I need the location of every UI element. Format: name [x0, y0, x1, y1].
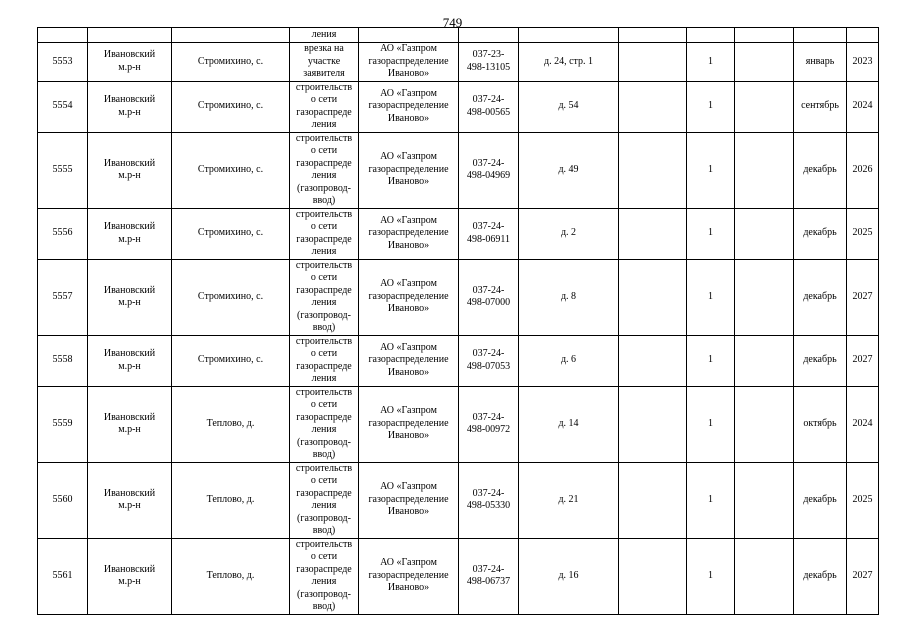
application-code-cell: 037-24- 498-05330: [459, 462, 519, 538]
address-cell: д. 49: [519, 132, 619, 208]
cell: [687, 28, 735, 43]
empty-cell: [619, 259, 687, 335]
table-row: [38, 538, 879, 614]
address-cell: д. 24, стр. 1: [519, 43, 619, 82]
application-code-cell: 037-24- 498-00565: [459, 81, 519, 132]
locality-cell: Стромихино, с.: [172, 208, 290, 259]
address-cell: д. 14: [519, 386, 619, 462]
empty-cell: [735, 538, 794, 614]
page-number: 749: [442, 15, 463, 30]
work-type-cell: строительств о сети газораспреде ления: [290, 335, 359, 386]
month-cell: декабрь: [794, 462, 847, 538]
empty-cell: [619, 538, 687, 614]
address-cell: д. 54: [519, 81, 619, 132]
organization-cell: АО «Газпром газораспределение Иваново»: [359, 81, 459, 132]
work-type-cell: строительств о сети газораспреде ления: [290, 208, 359, 259]
empty-cell: [735, 208, 794, 259]
empty-cell: [619, 208, 687, 259]
cell: [359, 28, 459, 43]
cell: [794, 28, 847, 43]
quantity-cell: 1: [687, 208, 735, 259]
row-number-cell: 5555: [38, 132, 88, 208]
work-type-cell: строительств о сети газораспреде ления: [290, 81, 359, 132]
organization-cell: АО «Газпром газораспределение Иваново»: [359, 259, 459, 335]
table-row: [38, 386, 879, 462]
locality-cell: Стромихино, с.: [172, 43, 290, 82]
empty-cell: [735, 335, 794, 386]
empty-cell: [735, 132, 794, 208]
application-code-cell: 037-24- 498-06911: [459, 208, 519, 259]
organization-cell: АО «Газпром газораспределение Иваново»: [359, 538, 459, 614]
row-number-cell: 5559: [38, 386, 88, 462]
district-cell: Ивановский м.р-н: [88, 132, 172, 208]
cell: [38, 28, 88, 43]
organization-cell: АО «Газпром газораспределение Иваново»: [359, 462, 459, 538]
locality-cell: Теплово, д.: [172, 462, 290, 538]
locality-cell: Стромихино, с.: [172, 259, 290, 335]
district-cell: Ивановский м.р-н: [88, 538, 172, 614]
organization-cell: АО «Газпром газораспределение Иваново»: [359, 132, 459, 208]
application-code-cell: 037-23- 498-13105: [459, 43, 519, 82]
table-row: [38, 81, 879, 132]
quantity-cell: 1: [687, 43, 735, 82]
month-cell: декабрь: [794, 132, 847, 208]
month-cell: декабрь: [794, 538, 847, 614]
work-type-cell: строительств о сети газораспреде ления (газопровод- ввод): [290, 462, 359, 538]
empty-cell: [735, 81, 794, 132]
district-cell: Ивановский м.р-н: [88, 335, 172, 386]
cell: [459, 28, 519, 43]
year-cell: 2025: [847, 208, 879, 259]
table-row: [38, 43, 879, 82]
district-cell: Ивановский м.р-н: [88, 462, 172, 538]
organization-cell: АО «Газпром газораспределение Иваново»: [359, 208, 459, 259]
registry-table: [37, 27, 879, 615]
address-cell: д. 2: [519, 208, 619, 259]
year-cell: 2027: [847, 259, 879, 335]
cell: ления: [290, 28, 359, 43]
month-cell: декабрь: [794, 259, 847, 335]
year-cell: 2027: [847, 538, 879, 614]
table-row: [38, 132, 879, 208]
district-cell: Ивановский м.р-н: [88, 208, 172, 259]
year-cell: 2023: [847, 43, 879, 82]
month-cell: декабрь: [794, 335, 847, 386]
year-cell: 2027: [847, 335, 879, 386]
address-cell: д. 8: [519, 259, 619, 335]
work-type-cell: строительств о сети газораспреде ления (газопровод- ввод): [290, 386, 359, 462]
empty-cell: [619, 43, 687, 82]
district-cell: Ивановский м.р-н: [88, 259, 172, 335]
district-cell: Ивановский м.р-н: [88, 81, 172, 132]
locality-cell: Стромихино, с.: [172, 132, 290, 208]
work-type-cell: строительств о сети газораспреде ления (газопровод- ввод): [290, 538, 359, 614]
row-number-cell: 5560: [38, 462, 88, 538]
work-type-cell: строительств о сети газораспреде ления (газопровод- ввод): [290, 259, 359, 335]
empty-cell: [735, 462, 794, 538]
district-cell: Ивановский м.р-н: [88, 43, 172, 82]
empty-cell: [619, 335, 687, 386]
empty-cell: [735, 386, 794, 462]
application-code-cell: 037-24- 498-07000: [459, 259, 519, 335]
cell: [619, 28, 687, 43]
empty-cell: [619, 462, 687, 538]
address-cell: д. 6: [519, 335, 619, 386]
organization-cell: АО «Газпром газораспределение Иваново»: [359, 335, 459, 386]
month-cell: январь: [794, 43, 847, 82]
locality-cell: Стромихино, с.: [172, 335, 290, 386]
cell: [172, 28, 290, 43]
quantity-cell: 1: [687, 335, 735, 386]
locality-cell: Теплово, д.: [172, 538, 290, 614]
quantity-cell: 1: [687, 259, 735, 335]
year-cell: 2025: [847, 462, 879, 538]
year-cell: 2024: [847, 81, 879, 132]
cell: [735, 28, 794, 43]
quantity-cell: 1: [687, 462, 735, 538]
cell: [519, 28, 619, 43]
table-row: [38, 259, 879, 335]
work-type-cell: врезка на участке заявителя: [290, 43, 359, 82]
table-row: [38, 462, 879, 538]
quantity-cell: 1: [687, 132, 735, 208]
cell: [88, 28, 172, 43]
month-cell: октябрь: [794, 386, 847, 462]
empty-cell: [619, 81, 687, 132]
organization-cell: АО «Газпром газораспределение Иваново»: [359, 386, 459, 462]
work-type-cell: строительств о сети газораспреде ления (газопровод- ввод): [290, 132, 359, 208]
quantity-cell: 1: [687, 538, 735, 614]
empty-cell: [619, 386, 687, 462]
row-number-cell: 5557: [38, 259, 88, 335]
cell: [847, 28, 879, 43]
address-cell: д. 16: [519, 538, 619, 614]
application-code-cell: 037-24- 498-04969: [459, 132, 519, 208]
quantity-cell: 1: [687, 81, 735, 132]
month-cell: сентябрь: [794, 81, 847, 132]
row-number-cell: 5553: [38, 43, 88, 82]
year-cell: 2024: [847, 386, 879, 462]
empty-cell: [735, 259, 794, 335]
quantity-cell: 1: [687, 386, 735, 462]
empty-cell: [619, 132, 687, 208]
table-row: [38, 208, 879, 259]
row-number-cell: 5554: [38, 81, 88, 132]
locality-cell: Теплово, д.: [172, 386, 290, 462]
table-row-continuation: [38, 28, 879, 43]
application-code-cell: 037-24- 498-07053: [459, 335, 519, 386]
application-code-cell: 037-24- 498-00972: [459, 386, 519, 462]
application-code-cell: 037-24- 498-06737: [459, 538, 519, 614]
empty-cell: [735, 43, 794, 82]
month-cell: декабрь: [794, 208, 847, 259]
organization-cell: АО «Газпром газораспределение Иваново»: [359, 43, 459, 82]
table-row: [38, 335, 879, 386]
address-cell: д. 21: [519, 462, 619, 538]
year-cell: 2026: [847, 132, 879, 208]
locality-cell: Стромихино, с.: [172, 81, 290, 132]
row-number-cell: 5561: [38, 538, 88, 614]
row-number-cell: 5556: [38, 208, 88, 259]
row-number-cell: 5558: [38, 335, 88, 386]
district-cell: Ивановский м.р-н: [88, 386, 172, 462]
